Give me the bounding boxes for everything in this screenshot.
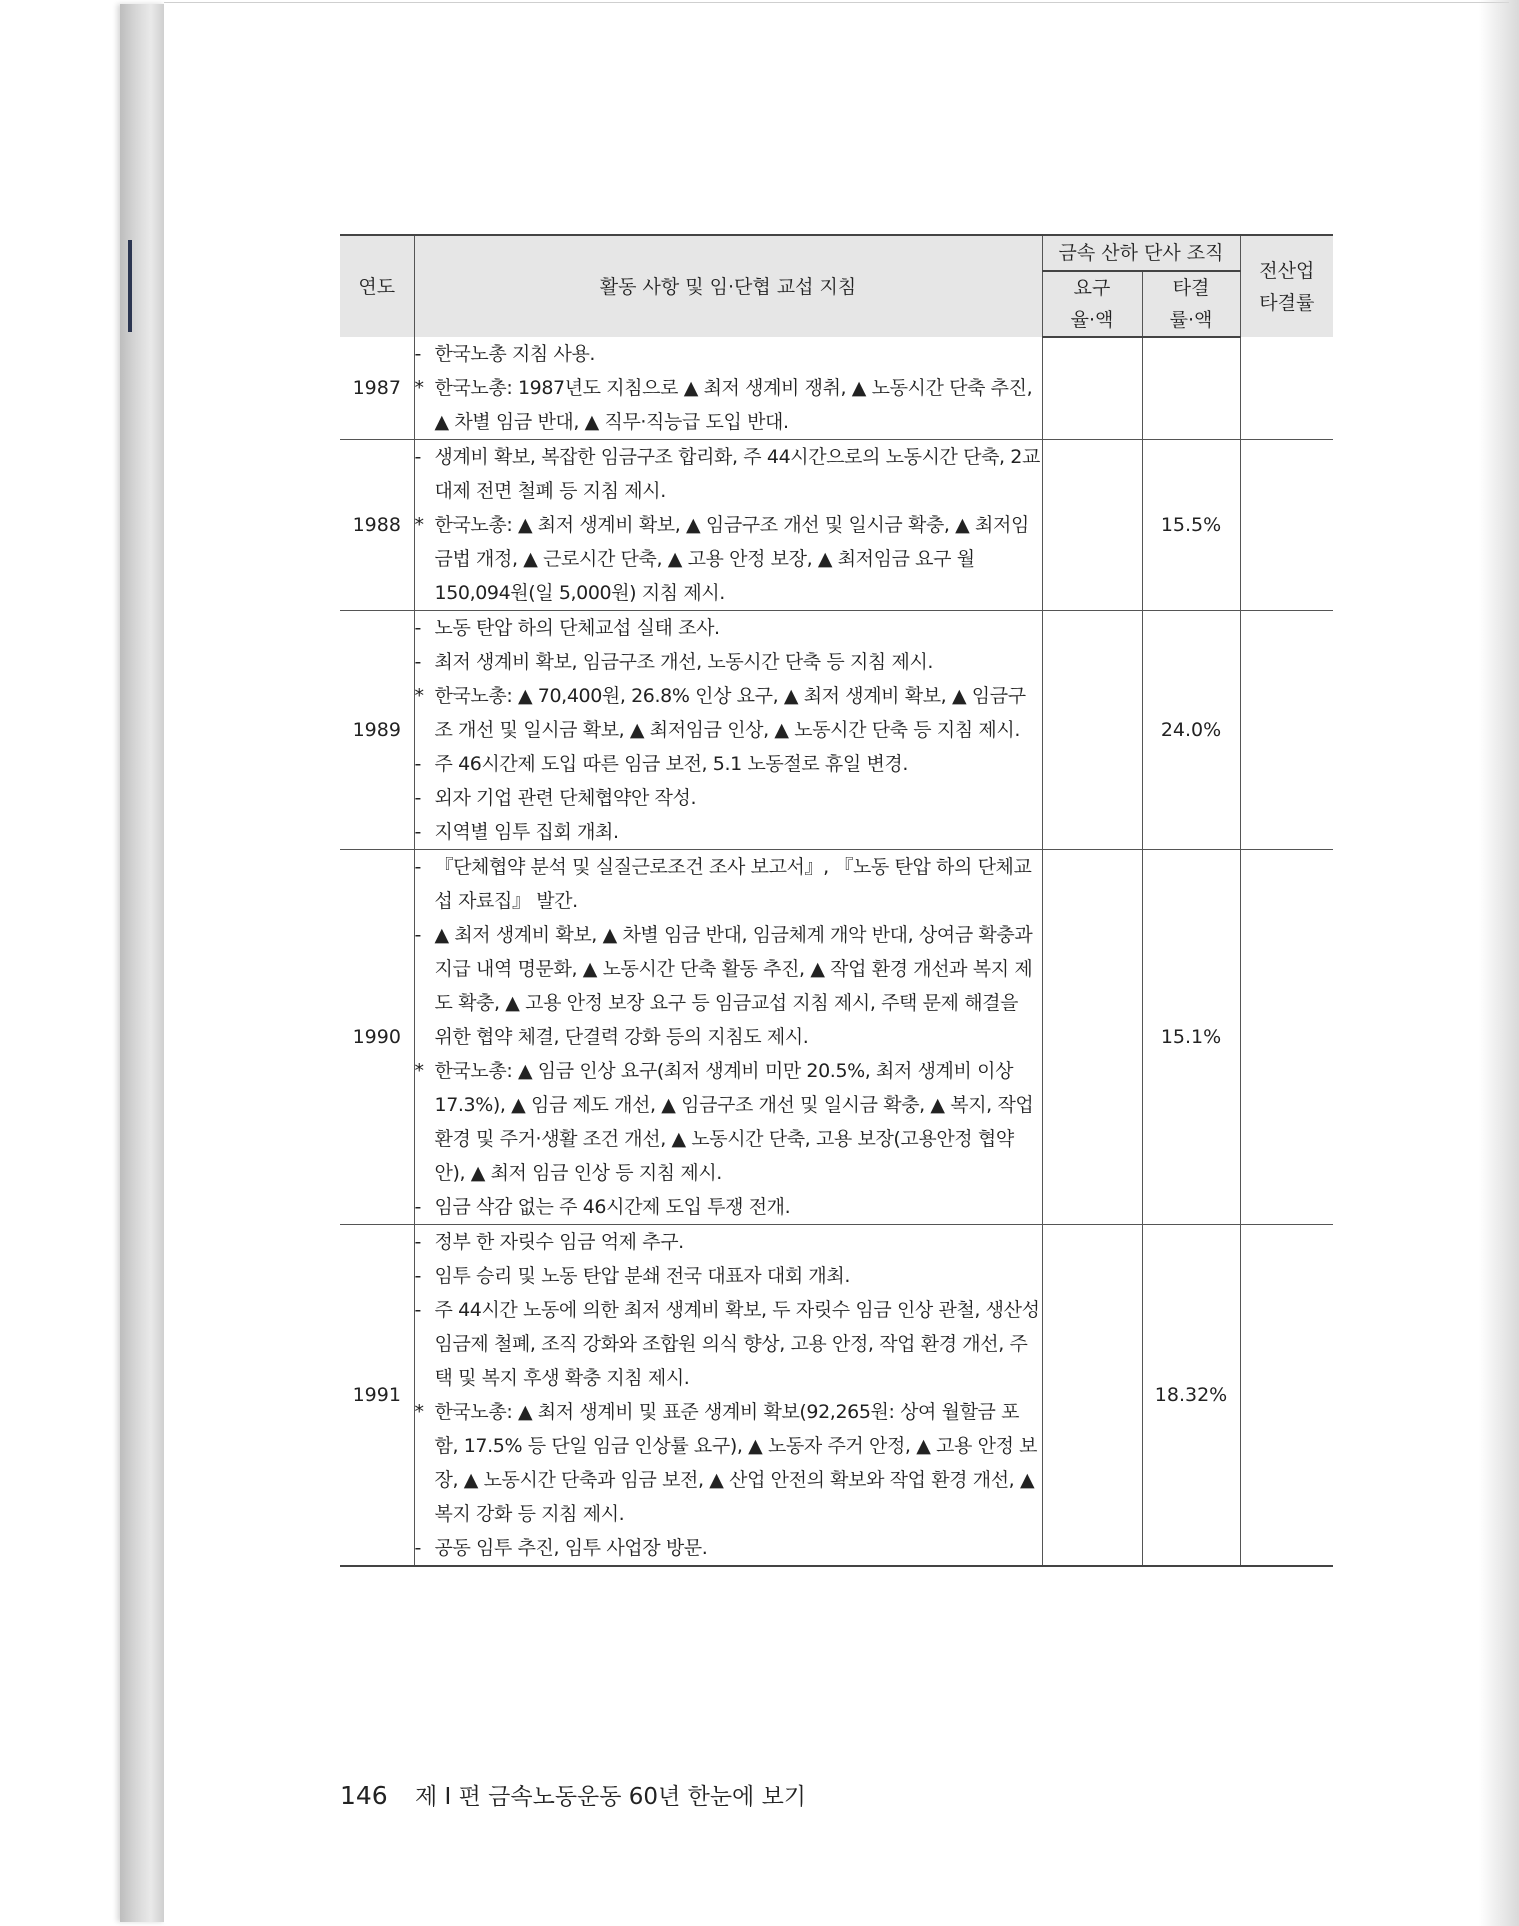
year-cell: 1988 [340, 440, 414, 611]
activities-cell [414, 440, 1042, 611]
item-marker: * [414, 514, 424, 536]
demand-rate-cell [1042, 337, 1142, 440]
item-text: 한국노총: ▲ 70,400원, 26.8% 인상 요구, ▲ 최저 생계비 확보, ▲ 임금구조 개선 및 일시금 확보, ▲ 최저임금 인상, ▲ 노동시간 단축 등 지침 제시. [434, 685, 1026, 741]
item-text: 외자 기업 관련 단체협약안 작성. [434, 787, 697, 809]
activities-cell [414, 611, 1042, 850]
activities-cell [414, 337, 1042, 440]
item-marker: - [414, 856, 421, 878]
settle-rate-cell [1142, 337, 1240, 440]
item-marker: - [414, 1196, 421, 1218]
item-text: 최저 생계비 확보, 임금구조 개선, 노동시간 단축 등 지침 제시. [434, 651, 934, 673]
list-item [415, 1225, 1042, 1259]
year-cell: 1990 [340, 850, 414, 1225]
item-marker: - [414, 1537, 421, 1559]
list-item [415, 1259, 1042, 1293]
list-item [415, 611, 1042, 645]
list-item [415, 1054, 1042, 1190]
item-text: 정부 한 자릿수 임금 억제 추구. [434, 1231, 684, 1253]
header-all-line1: 전산업 [1259, 259, 1315, 282]
list-item [415, 440, 1042, 508]
item-marker: - [414, 1231, 421, 1253]
year-cell: 1991 [340, 1225, 414, 1567]
negotiation-guidelines-table [340, 234, 1333, 1567]
demand-rate-cell [1042, 850, 1142, 1225]
table-row [340, 1225, 1333, 1567]
all-industry-rate-cell [1240, 850, 1333, 1225]
header-all-line2: 타결률 [1259, 291, 1315, 314]
list-item [415, 850, 1042, 918]
page-number: 146 [340, 1781, 388, 1810]
item-text: 생계비 확보, 복잡한 임금구조 합리화, 주 44시간으로의 노동시간 단축, 2교대제 전면 철폐 등 지침 제시. [434, 446, 1040, 502]
item-marker: - [414, 753, 421, 775]
demand-rate-cell [1042, 611, 1142, 850]
item-text: 임금 삭감 없는 주 46시간제 도입 투쟁 전개. [434, 1196, 791, 1218]
list-item [415, 371, 1042, 439]
header-settle [1142, 271, 1240, 337]
item-marker: * [414, 1401, 424, 1423]
item-marker: * [414, 1060, 424, 1082]
table-body [340, 337, 1333, 1566]
year-cell: 1989 [340, 611, 414, 850]
item-marker: - [414, 343, 421, 365]
list-item [415, 1531, 1042, 1565]
item-marker: - [414, 617, 421, 639]
item-marker: - [414, 651, 421, 673]
page-gutter-shadow [1479, 0, 1519, 1926]
item-text: 『단체협약 분석 및 실질근로조건 조사 보고서』, 『노동 탄압 하의 단체교섭 자료집』 발간. [434, 856, 1032, 912]
header-settle-line2: 률·액 [1169, 309, 1213, 331]
year-cell: 1987 [340, 337, 414, 440]
demand-rate-cell [1042, 1225, 1142, 1567]
settle-rate-cell: 24.0% [1142, 611, 1240, 850]
item-text: 한국노총: 1987년도 지침으로 ▲ 최저 생계비 쟁취, ▲ 노동시간 단축 추진, ▲ 차별 임금 반대, ▲ 직무·직능급 도입 반대. [434, 377, 1033, 433]
item-marker: - [414, 1265, 421, 1287]
item-text: 임투 승리 및 노동 탄압 분쇄 전국 대표자 대회 개최. [434, 1265, 850, 1287]
list-item [415, 815, 1042, 849]
item-text: 한국노총: ▲ 최저 생계비 확보, ▲ 임금구조 개선 및 일시금 확충, ▲ 최저임금법 개정, ▲ 근로시간 단축, ▲ 고용 안정 보장, ▲ 최저임금 요구 월 150,094원(일 5,000원) 지침 제시. [434, 514, 1029, 604]
header-settle-line1: 타결 [1172, 277, 1210, 299]
chapter-title: 제 I 편 금속노동운동 60년 한눈에 보기 [415, 1784, 806, 1810]
list-item [415, 645, 1042, 679]
item-text: 한국노총: ▲ 임금 인상 요구(최저 생계비 미만 20.5%, 최저 생계비 이상 17.3%), ▲ 임금 제도 개선, ▲ 임금구조 개선 및 일시금 확충, ▲ 복지, 작업 환경 및 주거·생활 조건 개선, ▲ 노동시간 단축, 고용 보장(고용안정 협약안), ▲ 최저 임금 인상 등 지침 제시. [434, 1060, 1034, 1184]
list-item [415, 337, 1042, 371]
book-edge [120, 4, 166, 1922]
item-text: 주 46시간제 도입 따른 임금 보전, 5.1 노동절로 휴일 변경. [434, 753, 909, 775]
list-item [415, 679, 1042, 747]
list-item [415, 781, 1042, 815]
table-row [340, 440, 1333, 611]
all-industry-rate-cell [1240, 337, 1333, 440]
header-demand-line2: 율·액 [1070, 309, 1114, 331]
settle-rate-cell: 15.1% [1142, 850, 1240, 1225]
table-row [340, 337, 1333, 440]
list-item [415, 1395, 1042, 1531]
list-item [415, 1293, 1042, 1395]
item-marker: - [414, 446, 421, 468]
item-text: ▲ 최저 생계비 확보, ▲ 차별 임금 반대, 임금체계 개악 반대, 상여금 확충과 지급 내역 명문화, ▲ 노동시간 단축 활동 추진, ▲ 작업 환경 개선과 복지 제도 확충, ▲ 고용 안정 보장 요구 등 임금교섭 지침 제시, 주택 문제 해결을 위한 협약 체결, 단결력 강화 등의 지침도 제시. [434, 924, 1033, 1048]
activities-cell [414, 850, 1042, 1225]
item-marker: * [414, 685, 424, 707]
settle-rate-cell: 18.32% [1142, 1225, 1240, 1567]
header-activities: 활동 사항 및 임·단협 교섭 지침 [414, 235, 1042, 337]
item-marker: - [414, 821, 421, 843]
table-row [340, 850, 1333, 1225]
list-item [415, 747, 1042, 781]
item-text: 공동 임투 추진, 임투 사업장 방문. [434, 1537, 708, 1559]
header-demand [1042, 271, 1142, 337]
all-industry-rate-cell [1240, 1225, 1333, 1567]
list-item [415, 918, 1042, 1054]
settle-rate-cell: 15.5% [1142, 440, 1240, 611]
all-industry-rate-cell [1240, 611, 1333, 850]
table-row [340, 611, 1333, 850]
item-marker: - [414, 1299, 421, 1321]
item-text: 지역별 임투 집회 개최. [434, 821, 619, 843]
list-item [415, 508, 1042, 610]
header-year: 연도 [340, 235, 414, 337]
page-footer [340, 1778, 806, 1811]
header-group: 금속 산하 단사 조직 [1042, 235, 1240, 271]
item-text: 한국노총: ▲ 최저 생계비 및 표준 생계비 확보(92,265원: 상여 월할금 포함, 17.5% 등 단일 임금 인상률 요구), ▲ 노동자 주거 안정, ▲ 고용 안정 보장, ▲ 노동시간 단축과 임금 보전, ▲ 산업 안전의 확보와 작업 환경 개선, ▲ 복지 강화 등 지침 제시. [434, 1401, 1038, 1525]
bookmark-ribbon [128, 240, 132, 332]
header-all-industry [1240, 235, 1333, 337]
activities-cell [414, 1225, 1042, 1567]
demand-rate-cell [1042, 440, 1142, 611]
item-text: 한국노총 지침 사용. [434, 343, 596, 365]
item-text: 노동 탄압 하의 단체교섭 실태 조사. [434, 617, 720, 639]
item-marker: - [414, 787, 421, 809]
list-item [415, 1190, 1042, 1224]
item-marker: * [414, 377, 424, 399]
item-marker: - [414, 924, 421, 946]
item-text: 주 44시간 노동에 의한 최저 생계비 확보, 두 자릿수 임금 인상 관철, 생산성 임금제 철폐, 조직 강화와 조합원 의식 향상, 고용 안정, 작업 환경 개선, 주택 및 복지 후생 확충 지침 제시. [434, 1299, 1040, 1389]
all-industry-rate-cell [1240, 440, 1333, 611]
header-demand-line1: 요구 [1073, 277, 1111, 299]
